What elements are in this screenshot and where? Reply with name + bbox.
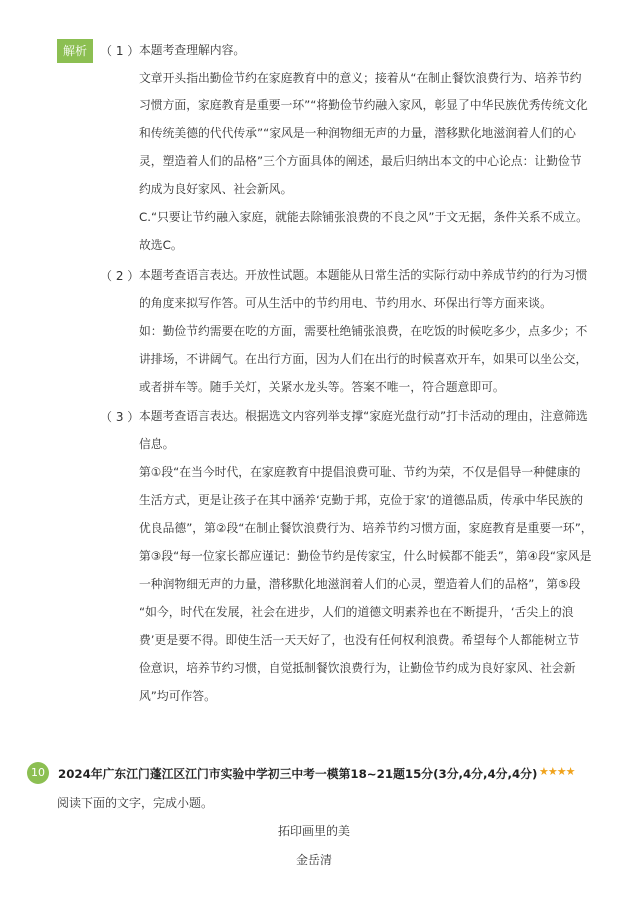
difficulty-stars-icon: ★★★★ (539, 765, 575, 778)
text-line: 和传统美德的代代传承”“家风是一种润物细无声的力量，潜移默化地滋润着人们的心 (139, 126, 576, 140)
text-line: 生活方式，更是让孩子在其中涵养‘克勤于邦，克俭于家’的道德品质，传承中华民族的 (139, 493, 583, 507)
text-line: 第①段“在当今时代，在家庭教育中提倡浪费可耻、节约为荣，不仅是倡导一种健康的 (139, 465, 581, 479)
text-line: 本题考查语言表达。根据选文内容列举支撑“家庭光盘行动”打卡活动的理由，注意筛选 (139, 409, 588, 423)
text-line: 优良品德”，第②段“在制止餐饮浪费行为、培养节约习惯方面，家庭教育是重要一环”， (139, 521, 593, 535)
text-line: 或者拼车等。随手关灯，关紧水龙头等。答案不唯一，符合题意即可。 (139, 380, 505, 394)
text-line: 本题考查理解内容。 (139, 43, 246, 57)
question-title: 2024年广东江门蓬江区江门市实验中学初三中考一模第18~21题15分(3分,4分,4分,4分) (58, 767, 538, 781)
text-line: 讲排场，不讲阔气。在出行方面，因为人们在出行的时候喜欢开车，如果可以坐公交， (139, 352, 588, 366)
part-label: （ 1 ） (100, 44, 140, 58)
article-title: 拓印画里的美 (277, 824, 350, 838)
text-line: 故选C。 (139, 238, 183, 252)
text-line: 风”均可作答。 (139, 689, 216, 703)
text-line: 灵，塑造着人们的品格”三个方面具体的阐述，最后归纳出本文的中心论点：让勤俭节 (139, 154, 582, 168)
analysis-badge: 解析 (57, 39, 93, 63)
question-instruction: 阅读下面的文字，完成小题。 (57, 796, 214, 810)
text-line: 费’更是要不得。即使生活一天天好了，也没有任何权利浪费。希望每个人都能树立节 (139, 633, 580, 647)
text-line: 如：勤俭节约需要在吃的方面，需要杜绝铺张浪费，在吃饭的时候吃多少，点多少；不 (139, 324, 588, 338)
text-line: 的角度来拟写作答。可从生活中的节约用电、节约用水、环保出行等方面来谈。 (139, 296, 552, 310)
text-line: 文章开头指出勤俭节约在家庭教育中的意义；接着从“在制止餐饮浪费行为、培养节约 (139, 71, 582, 85)
text-line: 一种润物细无声的力量，潜移默化地滋润着人们的心灵，塑造着人们的品格”，第⑤段 (139, 577, 581, 591)
question-number-badge: 10 (27, 762, 49, 784)
text-line: 约成为良好家风、社会新风。 (139, 182, 293, 196)
text-line: 俭意识，培养节约习惯，自觉抵制餐饮浪费行为，让勤俭节约成为良好家风、社会新 (139, 661, 576, 675)
text-line: “如今，时代在发展，社会在进步，人们的道德文明素养也在不断提升，‘舌尖上的浪 (139, 605, 574, 619)
text-line: C.“只要让节约融入家庭，就能去除铺张浪费的不良之风”于文无据，条件关系不成立。 (139, 210, 588, 224)
text-line: 本题考查语言表达。开放性试题。本题能从日常生活的实际行动中养成节约的行为习惯 (139, 268, 588, 282)
text-line: 习惯方面，家庭教育是重要一环”“将勤俭节约融入家风，彰显了中华民族优秀传统文化 (139, 98, 588, 112)
text-line: 信息。 (139, 437, 175, 451)
part-label: （ 2 ） (100, 269, 140, 283)
article-author: 金岳清 (295, 853, 332, 867)
text-line: 第③段“每一位家长都应谨记：勤俭节约是传家宝，什么时候都不能丢”，第④段“家风是 (139, 549, 592, 563)
part-label: （ 3 ） (100, 410, 140, 424)
